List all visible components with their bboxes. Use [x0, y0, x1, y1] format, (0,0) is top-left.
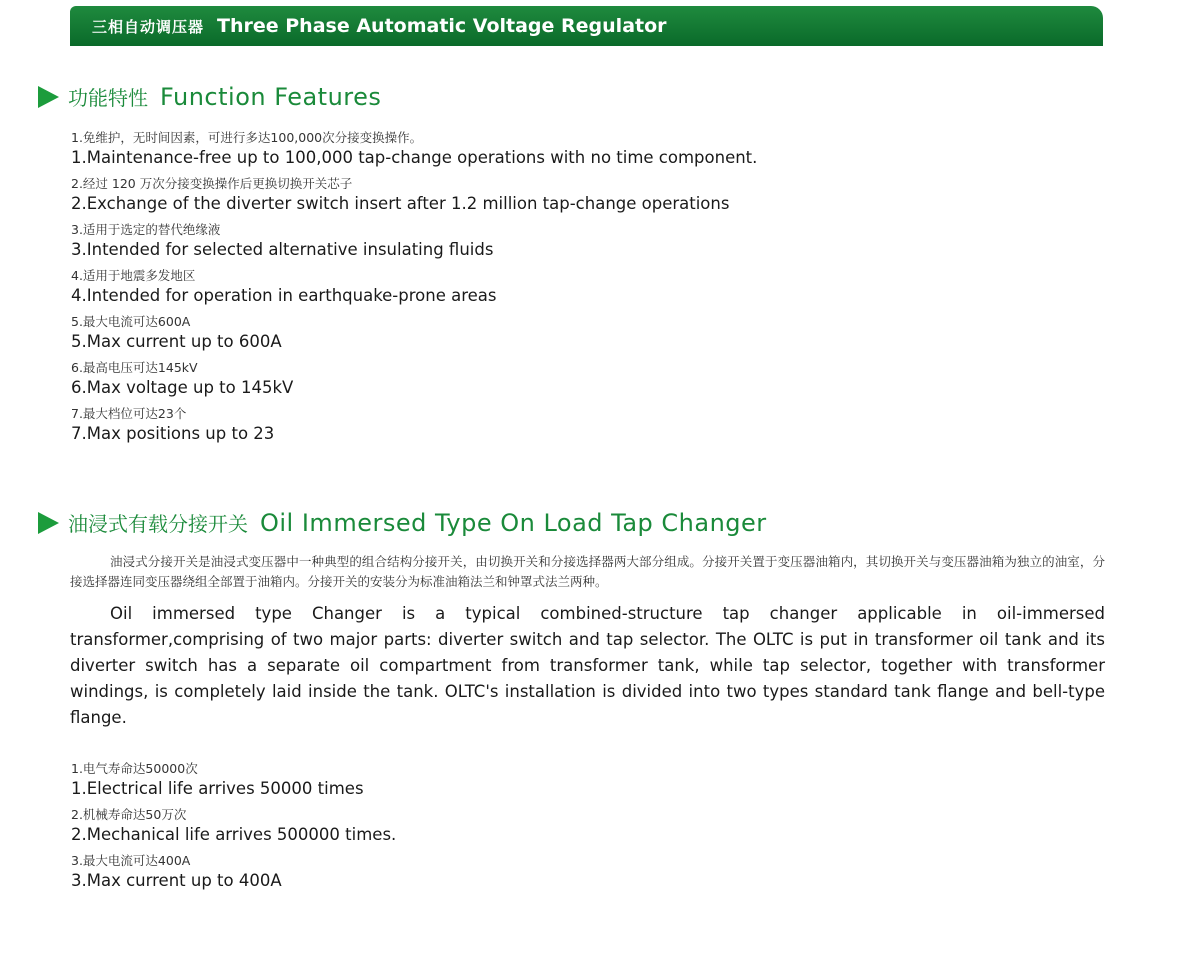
list-item: [71, 806, 396, 845]
list-item-en: 3.Max current up to 400A: [71, 871, 282, 890]
list-item-cn: 2.机械寿命达50万次: [71, 807, 187, 822]
description-paragraph-en: Oil immersed type Changer is a typical combined-structure tap changer applicable in oil-immersed transformer,comprising of two major parts: diverter switch and tap selector. The OLTC is put in transformer oil tank and its diverter switch has a separate oil compartment from transformer tank, while tap selector, together with transformer windings, is completely laid inside the tank. OLTC's installation is divided into two types standard tank flange and bell-type flange.: [70, 604, 1105, 727]
list-item: [71, 852, 396, 891]
spec-list: [71, 760, 396, 898]
play-arrow-icon: [38, 86, 59, 108]
section-heading-cn: 功能特性: [68, 86, 148, 110]
feature-list: [71, 129, 757, 451]
section-heading-oltc: [38, 508, 767, 537]
list-item-en: 1.Maintenance-free up to 100,000 tap-change operations with no time component.: [71, 148, 758, 167]
list-item-cn: 3.适用于选定的替代绝缘液: [71, 222, 221, 237]
list-item-en: 4.Intended for operation in earthquake-prone areas: [71, 286, 497, 305]
list-item: [71, 221, 757, 260]
list-item: [71, 175, 757, 214]
description-paragraph-cn: 油浸式分接开关是油浸式变压器中一种典型的组合结构分接开关，由切换开关和分接选择器两大部分组成。分接开关置于变压器油箱内，其切换开关与变压器油箱为独立的油室，分接选择器连同变压器绕组全部置于油箱内。分接开关的安装分为标准油箱法兰和钟罩式法兰两种。: [70, 554, 1105, 589]
list-item: [71, 313, 757, 352]
list-item-en: 3.Intended for selected alternative insulating fluids: [71, 240, 494, 259]
list-item-en: 2.Exchange of the diverter switch insert after 1.2 million tap-change operations: [71, 194, 730, 213]
section-heading-en: Oil Immersed Type On Load Tap Changer: [260, 508, 767, 537]
list-item: [71, 129, 757, 168]
section-heading-en: Function Features: [160, 82, 382, 111]
list-item-cn: 1.电气寿命达50000次: [71, 761, 198, 776]
list-item-cn: 4.适用于地震多发地区: [71, 268, 196, 283]
section-heading-function-features: [38, 82, 381, 111]
list-item: [71, 760, 396, 799]
list-item-cn: 1.免维护，无时间因素，可进行多达100,000次分接变换操作。: [71, 130, 423, 145]
list-item-en: 7.Max positions up to 23: [71, 424, 275, 443]
list-item-cn: 5.最大电流可达600A: [71, 314, 191, 329]
list-item-cn: 6.最高电压可达145kV: [71, 360, 198, 375]
title-banner: [70, 6, 1103, 46]
list-item-en: 1.Electrical life arrives 50000 times: [71, 779, 364, 798]
list-item: [71, 405, 757, 444]
list-item-cn: 2.经过 120 万次分接变换操作后更换切换开关芯子: [71, 176, 353, 191]
list-item-en: 6.Max voltage up to 145kV: [71, 378, 294, 397]
list-item: [71, 359, 757, 398]
play-arrow-icon: [38, 512, 59, 534]
banner-title-en: Three Phase Automatic Voltage Regulator: [217, 15, 667, 37]
list-item-cn: 7.最大档位可达23个: [71, 406, 187, 421]
list-item-cn: 3.最大电流可达400A: [71, 853, 191, 868]
list-item-en: 5.Max current up to 600A: [71, 332, 282, 351]
banner-title-cn: 三相自动调压器: [92, 17, 205, 36]
list-item: [71, 267, 757, 306]
list-item-en: 2.Mechanical life arrives 500000 times.: [71, 825, 397, 844]
section-heading-cn: 油浸式有载分接开关: [68, 512, 248, 536]
